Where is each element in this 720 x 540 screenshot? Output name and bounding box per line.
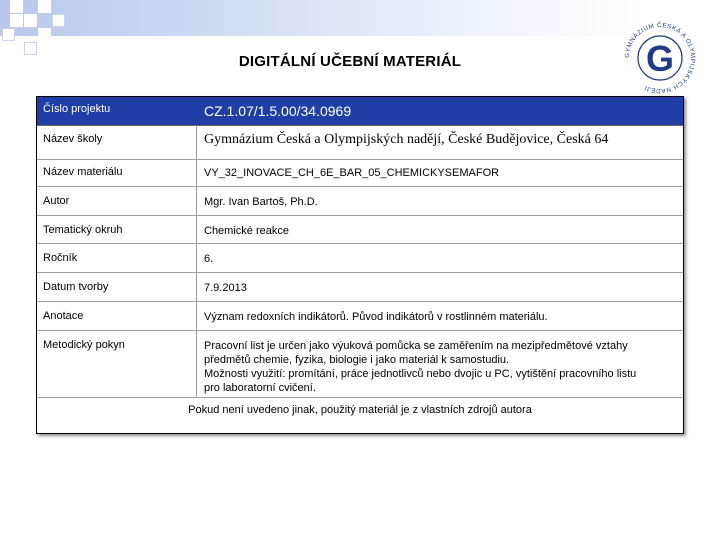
row-label: Anotace: [43, 310, 84, 322]
table-row-grade: [37, 244, 683, 273]
table-column-divider: [196, 126, 197, 398]
row-label: Tematický okruh: [43, 224, 123, 236]
row-label: Datum tvorby: [43, 281, 109, 293]
row-value: 7.9.2013: [204, 282, 247, 294]
method-line: předmětů chemie, fyzika, biologie i jako materiál k samostudiu.: [204, 354, 510, 366]
row-label: Název materiálu: [43, 166, 123, 178]
page-title: DIGITÁLNÍ UČEBNÍ MATERIÁL: [238, 53, 462, 70]
row-value: Význam redoxních indikátorů. Původ indikátorů v rostlinném materiálu.: [204, 311, 548, 323]
source-note: Pokud není uvedeno jinak, použitý materiál je z vlastních zdrojů autora: [188, 404, 532, 416]
row-value: [204, 339, 679, 395]
row-label: Název školy: [43, 133, 103, 145]
table-row-creation-date: [37, 273, 683, 302]
table-row-material-name: [37, 160, 683, 187]
method-line: Pracovní list je určen jako výuková pomůcka se zaměřením na mezipředmětové vztahy: [204, 340, 628, 352]
table-row-project-number: [37, 97, 683, 126]
table-row-method-instructions: [37, 331, 683, 398]
row-value: 6.: [204, 253, 214, 265]
row-value: CZ.1.07/1.5.00/34.0969: [204, 103, 352, 119]
logo-ring-text: GYMNÁZIUM ČESKÁ A OLYMPIJSKÝCH NADĚJÍ: [623, 21, 697, 95]
table-row-school-name: [37, 126, 683, 160]
school-seal-logo: [620, 18, 700, 98]
row-label: Autor: [43, 195, 70, 207]
logo-letter: G: [645, 38, 675, 79]
row-value: Chemické reakce: [204, 225, 289, 237]
table-row-topic: [37, 216, 683, 244]
row-value: Gymnázium Česká a Olympijských nadějí, České Budějovice, Česká 64: [204, 132, 609, 147]
row-value: VY_32_INOVACE_CH_6E_BAR_05_CHEMICKYSEMAFOR: [204, 167, 500, 179]
row-label: Číslo projektu: [43, 103, 111, 115]
row-value: Mgr. Ivan Bartoš, Ph.D.: [204, 196, 318, 208]
table-row-annotation: [37, 302, 683, 331]
row-label: Ročník: [43, 252, 78, 264]
row-label: Metodický pokyn: [43, 339, 125, 351]
method-line: Možnosti využití: promítání, práce jednotlivců nebo dvojic u PC, vytištění pracovního listu: [204, 368, 637, 380]
method-line: pro laboratorní cvičení.: [204, 382, 316, 394]
table-row-author: [37, 187, 683, 216]
decorative-top-band: [0, 0, 720, 36]
